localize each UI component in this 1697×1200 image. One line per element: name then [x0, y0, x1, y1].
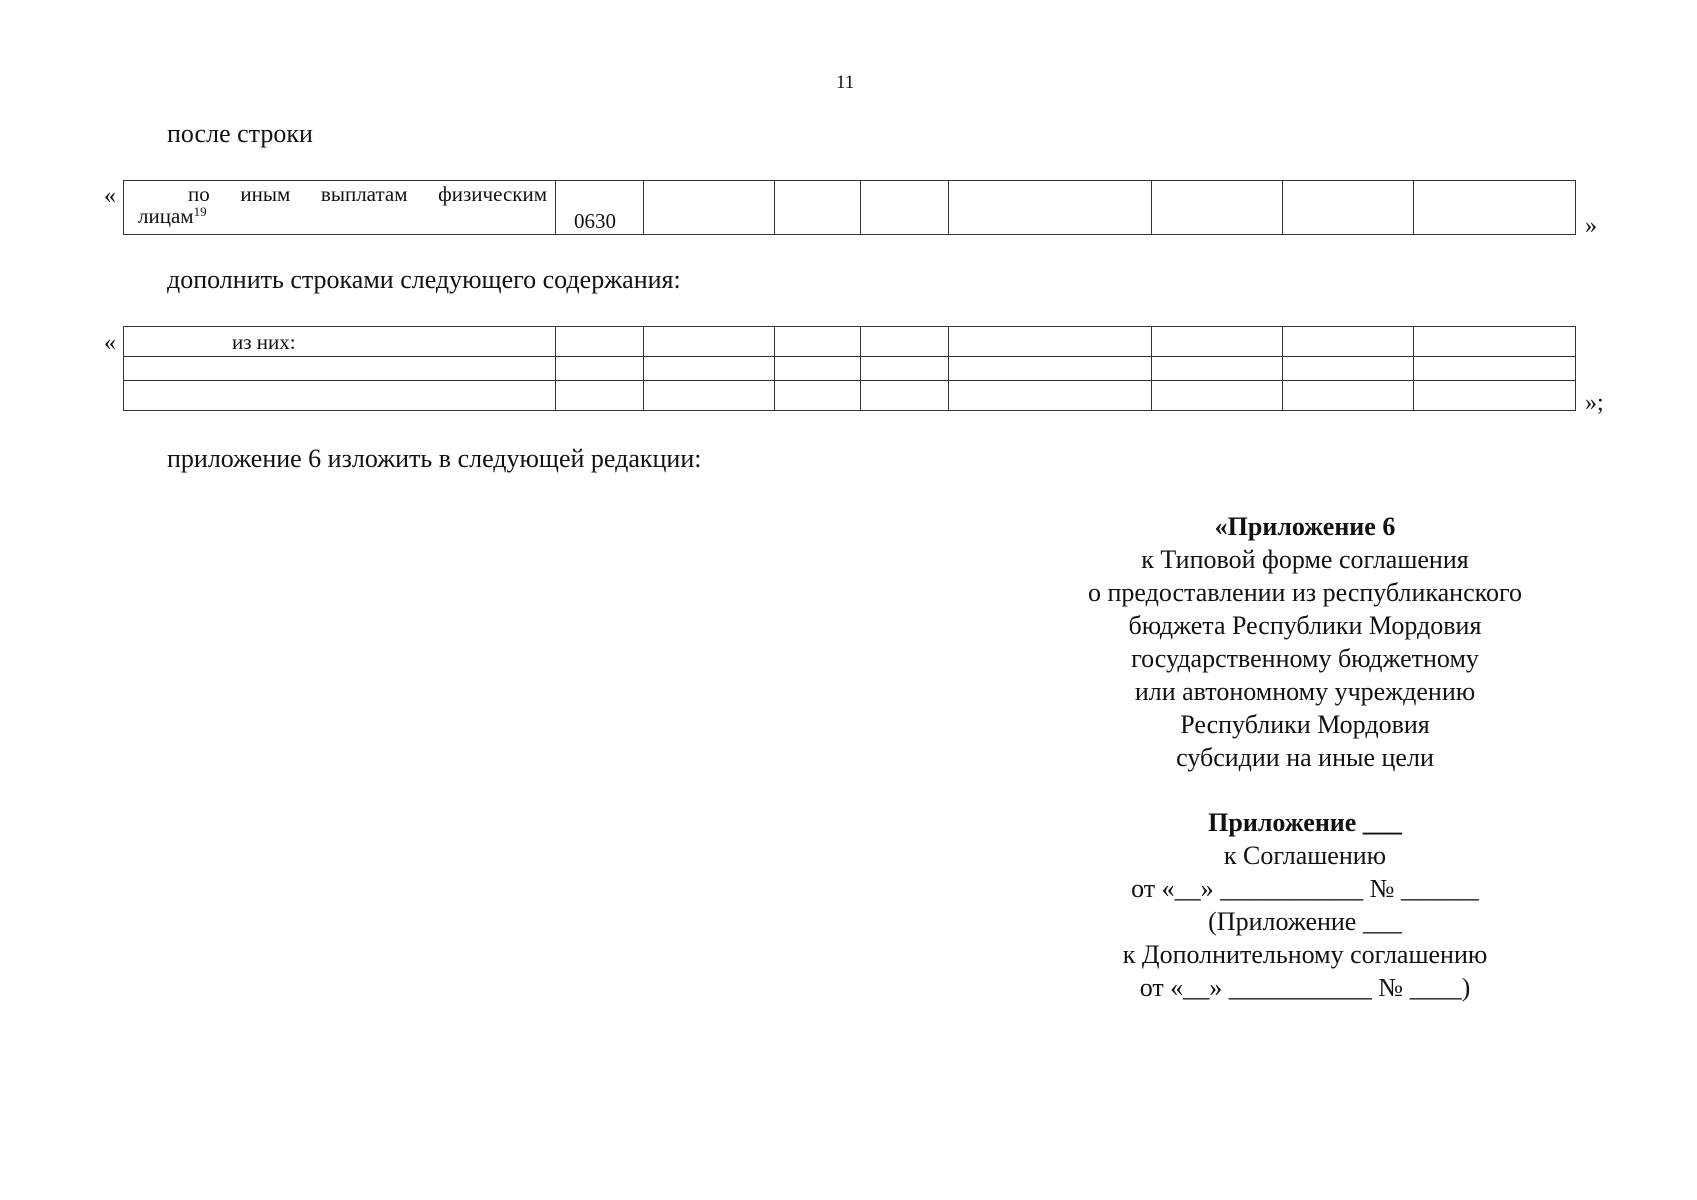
table2-cell: [1283, 381, 1414, 411]
annex-line: или автономному учреждению: [1134, 677, 1476, 706]
table1-cell: [861, 181, 949, 235]
table1-cell: [1283, 181, 1414, 235]
appendix-line: от «__» ___________ № ______: [1131, 874, 1479, 903]
add-text: дополнить строками следующего содержания:: [167, 265, 681, 294]
table1-label-line2: лицам: [138, 204, 194, 228]
table2-row: [124, 327, 1576, 357]
table1-cell: [1152, 181, 1283, 235]
table1-cell: [775, 181, 861, 235]
page-number: 11: [836, 72, 855, 93]
table2-cell: [556, 381, 644, 411]
table2-cell: [775, 327, 861, 357]
table2-open-quote: «: [104, 330, 116, 356]
table1-label-cell: [124, 181, 556, 235]
table1-row: [124, 181, 1576, 235]
annex-line: Республики Мордовия: [1180, 710, 1430, 739]
table2-cell: [1414, 381, 1576, 411]
table2-cell: [124, 357, 556, 381]
footnote-marker: 19: [193, 204, 207, 219]
table2-cell: [1283, 327, 1414, 357]
table2-cell: [1414, 327, 1576, 357]
appendix-line: (Приложение ___: [1208, 907, 1402, 936]
annex-line: о предоставлении из республиканского: [1088, 578, 1522, 607]
table2-cell: [644, 357, 775, 381]
appendix-line: к Соглашению: [1223, 841, 1387, 870]
table2-label-cell: из них:: [124, 327, 556, 357]
table1-label-line1: по иным выплатам физическим: [188, 182, 547, 206]
annex-block: [1020, 510, 1590, 774]
appendix-block: [1020, 806, 1590, 1004]
table1-cell: [949, 181, 1152, 235]
table2-cell: [861, 381, 949, 411]
table2-cell: [644, 381, 775, 411]
table2-cell: [1152, 357, 1283, 381]
table2-cell: [644, 327, 775, 357]
table2-cell: [1152, 327, 1283, 357]
appendix-title: Приложение ___: [1208, 808, 1402, 837]
appendix-line: от «__» ___________ № ____): [1139, 973, 1471, 1002]
table2-cell: [861, 327, 949, 357]
table2-cell: [1283, 357, 1414, 381]
table2-cell: [861, 357, 949, 381]
table2-cell: [775, 381, 861, 411]
annex-line: государственному бюджетному: [1131, 644, 1479, 673]
table1-cell: [1414, 181, 1576, 235]
table2: [123, 326, 1576, 411]
table2-cell: [949, 327, 1152, 357]
table2-cell: [1414, 357, 1576, 381]
table1-open-quote: «: [104, 183, 116, 209]
intro-text: после строки: [167, 119, 313, 148]
table2-cell: [949, 381, 1152, 411]
table1-close-quote: »: [1585, 213, 1597, 239]
appendix-line: к Дополнительному соглашению: [1122, 940, 1488, 969]
table2-cell: [556, 327, 644, 357]
annex-line: субсидии на иные цели: [1176, 743, 1434, 772]
table2-cell: [775, 357, 861, 381]
table2-row: [124, 357, 1576, 381]
table2-cell: [949, 357, 1152, 381]
table1-code-cell: 0630: [556, 181, 644, 235]
table2-cell: [1152, 381, 1283, 411]
table2-row: [124, 381, 1576, 411]
annex-text: приложение 6 изложить в следующей редакции:: [167, 444, 702, 473]
table1-cell: [644, 181, 775, 235]
table2-cell: [556, 357, 644, 381]
table2-close-quote: »;: [1585, 390, 1604, 416]
annex-title: «Приложение 6: [1214, 512, 1396, 541]
table2-cell: [124, 381, 556, 411]
table1: [123, 180, 1576, 235]
annex-line: бюджета Республики Мордовия: [1128, 611, 1482, 640]
annex-line: к Типовой форме соглашения: [1141, 545, 1469, 574]
